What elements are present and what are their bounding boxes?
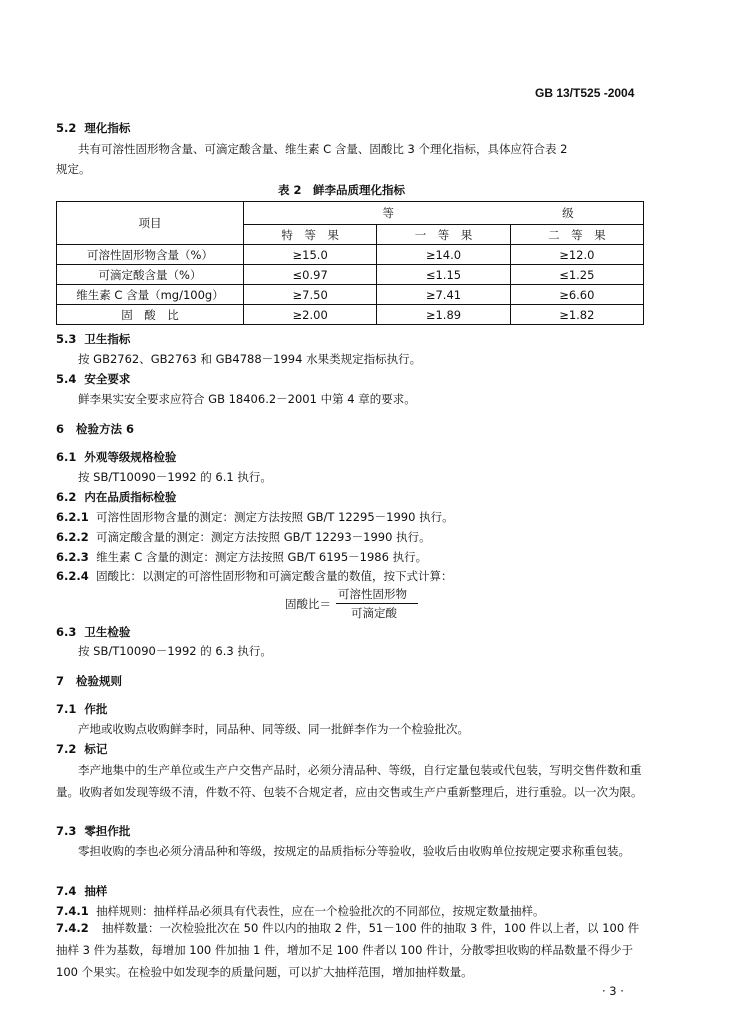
section-number: 7.1 <box>56 702 77 716</box>
clause-number: 6.2.1 <box>56 510 89 524</box>
table-row <box>57 305 644 325</box>
section-title: 检验规则 <box>76 674 123 688</box>
table-cell: ≥12.0 <box>510 245 643 265</box>
clause-text: 抽样规则：抽样样品必须具有代表性，应在一个检验批次的不同部位，按规定数量抽样。 <box>96 904 545 918</box>
table-cell: ≥2.00 <box>244 305 377 325</box>
clause-text: 可滴定酸含量的测定：测定方法按照 GB/T 12293－1990 执行。 <box>96 530 431 544</box>
formula-lhs: 固酸比＝ <box>285 597 331 611</box>
page-number: · 3 · <box>602 984 624 998</box>
clause-6-2-4 <box>56 568 453 584</box>
table-cell: ≥6.60 <box>510 285 643 305</box>
clause-number: 6.2.3 <box>56 550 89 564</box>
clause-6-2-2 <box>56 529 431 545</box>
row-label: 可溶性固形物含量（%） <box>57 245 244 265</box>
section-5-2-text-line1: 共有可溶性固形物含量、可滴定酸含量、维生素 C 含量、固酸比 3 个理化指标，具体应符合表 2 <box>78 142 568 156</box>
section-number: 6.1 <box>56 450 77 464</box>
table-cell: ≥15.0 <box>244 245 377 265</box>
section-7-1-heading <box>56 701 107 717</box>
section-title: 内在品质指标检验 <box>84 490 177 504</box>
section-7-3-heading <box>56 823 130 839</box>
table-cell: ≤0.97 <box>244 265 377 285</box>
section-number: 5.2 <box>56 121 77 135</box>
section-5-3-text: 按 GB2762、GB2763 和 GB4788－1994 水果类规定指标执行。 <box>78 352 422 366</box>
section-7-3-text: 零担收购的李也必须分清品种和等级，按规定的品质指标分等验收，验收后由收购单位按规定要求称重包装。 <box>78 844 630 858</box>
section-number: 7 <box>56 674 65 688</box>
table-cell: ≤1.25 <box>510 265 643 285</box>
table-row <box>57 245 644 265</box>
grade-first: 一 等 果 <box>377 225 510 245</box>
clause-number: 7.4.1 <box>56 904 89 918</box>
section-7-2-text: 李产地集中的生产单位或生产户交售产品时，必须分清品种、等级，自行定量包装或代包装，写明交售件数和重量。收购者如发现等级不清，件数不符、包装不合规定者，应由交售或生产户重新整理后，进行重验。以一次为限。 <box>56 763 643 799</box>
clause-6-2-1 <box>56 509 454 525</box>
section-number: 7.3 <box>56 824 77 838</box>
table-caption: 表 2 鲜李品质理化指标 <box>278 183 406 197</box>
standard-number: GB 13/T525 -2004 <box>535 86 635 100</box>
row-label: 维生素 C 含量（mg/100g） <box>57 285 244 305</box>
section-7-4-heading <box>56 883 107 899</box>
section-6-heading <box>56 421 134 437</box>
clause-text: 固酸比：以测定的可溶性固形物和可滴定酸含量的数值，按下式计算： <box>96 569 453 583</box>
table-cell: ≥7.41 <box>377 285 510 305</box>
table-cell: ≤1.15 <box>377 265 510 285</box>
section-5-4-heading <box>56 371 130 387</box>
row-label: 固 酸 比 <box>57 305 244 325</box>
table-cell: ≥14.0 <box>377 245 510 265</box>
clause-number: 7.4.2 <box>56 921 89 935</box>
section-number: 5.3 <box>56 332 77 346</box>
clause-text: 可溶性固形物含量的测定：测定方法按照 GB/T 12295－1990 执行。 <box>96 510 454 524</box>
formula-denominator: 可滴定酸 <box>351 606 397 620</box>
section-number: 6 <box>56 422 65 436</box>
table-cell: ≥1.89 <box>377 305 510 325</box>
grade-header-right: 级 <box>562 206 574 220</box>
section-5-2-text-line2: 规定。 <box>56 162 91 176</box>
grade-second: 二 等 果 <box>510 225 643 245</box>
section-number: 7.4 <box>56 884 77 898</box>
row-label: 可滴定酸含量（%） <box>57 265 244 285</box>
section-7-1-text: 产地或收购点收购鲜李时，同品种、同等级、同一批鲜李作为一个检验批次。 <box>78 722 469 736</box>
section-6-1-text: 按 SB/T10090－1992 的 6.1 执行。 <box>78 470 272 484</box>
section-6-2-heading <box>56 489 176 505</box>
clause-number: 6.2.4 <box>56 569 89 583</box>
section-5-4-text: 鲜李果实安全要求应符合 GB 18406.2－2001 中第 4 章的要求。 <box>78 392 416 406</box>
section-title: 检验方法 6 <box>76 422 135 436</box>
formula-numerator: 可溶性固形物 <box>338 587 407 601</box>
table-cell: ≥7.50 <box>244 285 377 305</box>
section-title: 标记 <box>84 742 108 756</box>
quality-indicator-table <box>56 201 644 325</box>
section-5-2-heading <box>56 120 130 136</box>
table-header-grade <box>244 202 644 225</box>
section-title: 安全要求 <box>84 372 131 386</box>
table-row <box>57 265 644 285</box>
section-number: 6.3 <box>56 625 77 639</box>
table-header-item: 项目 <box>57 202 244 245</box>
section-6-3-text: 按 SB/T10090－1992 的 6.3 执行。 <box>78 644 272 658</box>
section-6-1-heading <box>56 449 176 465</box>
section-7-heading <box>56 673 122 689</box>
section-number: 7.2 <box>56 742 77 756</box>
clause-text: 维生素 C 含量的测定：测定方法按照 GB/T 6195－1986 执行。 <box>96 550 428 564</box>
section-title: 零担作批 <box>84 824 131 838</box>
clause-7-4-2-text: 抽样数量：一次检验批次在 50 件以内的抽取 2 件，51－100 件的抽取 3 件，100 件以上者，以 100 件抽样 3 件为基数，每增加 100 件加抽 1 件，增加不足 100 件者以 100 件计，分散零担收购的样品数量不得少于 100 个果实。在检验中如发现李的质量问题，可以扩大抽样范围，增加抽样数量。 <box>56 921 640 979</box>
section-number: 5.4 <box>56 372 77 386</box>
table-row <box>57 285 644 305</box>
section-title: 外观等级规格检验 <box>84 450 177 464</box>
clause-number: 6.2.2 <box>56 530 89 544</box>
section-title: 卫生检验 <box>84 625 131 639</box>
grade-premium: 特 等 果 <box>244 225 377 245</box>
section-title: 理化指标 <box>84 121 131 135</box>
section-title: 抽样 <box>84 884 108 898</box>
section-6-3-heading <box>56 624 130 640</box>
section-title: 作批 <box>84 702 108 716</box>
section-7-2-heading <box>56 741 107 757</box>
table-cell: ≥1.82 <box>510 305 643 325</box>
clause-6-2-3 <box>56 549 427 565</box>
section-title: 卫生指标 <box>84 332 131 346</box>
fraction-bar <box>336 603 418 604</box>
section-5-3-heading <box>56 331 130 347</box>
section-number: 6.2 <box>56 490 77 504</box>
grade-header-left: 等 <box>382 206 394 220</box>
